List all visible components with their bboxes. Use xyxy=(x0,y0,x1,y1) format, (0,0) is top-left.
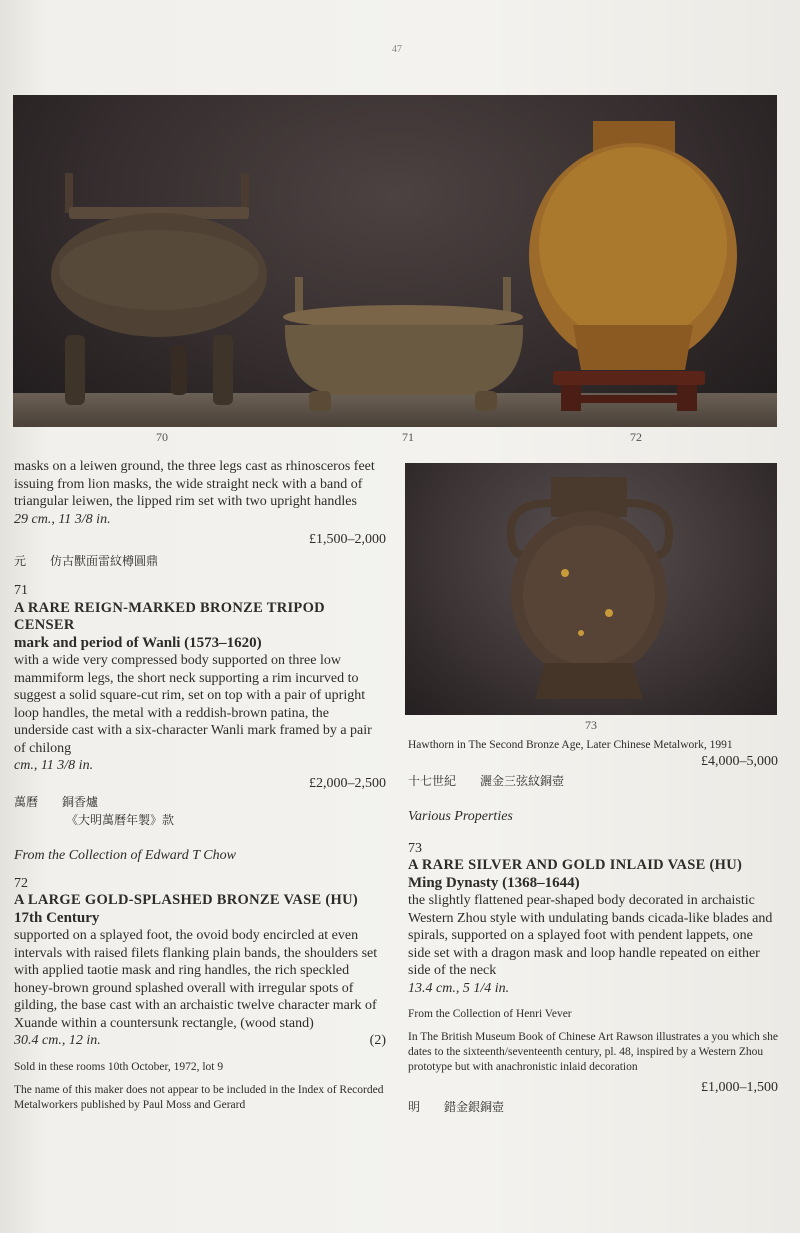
lot-72-literature: Hawthorn in The Second Bronze Age, Later Chinese Metalwork, 1991 xyxy=(408,739,733,751)
objects-illustration xyxy=(13,95,777,427)
lot-72-dimensions: 30.4 cm., 12 in. xyxy=(14,1033,101,1048)
lot-73-dimensions: 13.4 cm., 5 1/4 in. xyxy=(408,980,510,996)
right-column xyxy=(408,738,778,1116)
lot-72-subtitle: 17th Century xyxy=(14,909,100,926)
lot-70-chinese-title: 元 仿古獸面雷紋樽圓鼎 xyxy=(14,553,159,568)
lot-71-chinese-mark: 《大明萬曆年製》款 xyxy=(66,812,175,827)
lot-73-provenance: From the Collection of Henri Vever xyxy=(408,1008,572,1020)
caption-70: 70 xyxy=(156,430,168,444)
lot-70-dimensions: 29 cm., 11 3/8 in. xyxy=(14,511,111,527)
lot-72-dims-row xyxy=(14,1032,386,1050)
lot-72-description: supported on a splayed foot, the ovoid body encircled at even intervals with raised filets flanking plain bands, the shoulders set with applied taotie mask and ring handles, the rich speckled honey-brown ground splashed overall with irregular spots of gilding, the base cast with an archaistic twelve character mark of Xuande within a countersunk rectangle, (wood stand) xyxy=(14,928,378,1031)
lot-73-literature: In The British Museum Book of Chinese Art Rawson illustrates a you which she dates to the sixteenth/seventeenth century, pl. 48, inspired by a Western Zhou prototype but with anachronistic inlaid decoration xyxy=(408,1031,778,1073)
lot-72-quantity: (2) xyxy=(369,1033,386,1048)
lot-72-note: The name of this maker does not appear to be included in the Index of Recorded Metalworkers published by Paul Moss and Gerard xyxy=(14,1083,384,1111)
lot-70-description: masks on a leiwen ground, the three legs cast as rhinosceros feet issuing from lion masks, the wide straight neck with a band of triangular leiwen, the lipped rim set with two upright handles xyxy=(14,459,375,509)
caption-72: 72 xyxy=(630,430,642,444)
page-number: 47 xyxy=(392,44,402,55)
lot-73-description: the slightly flattened pear-shaped body decorated in archaistic Western Zhou style with undulating bands cicada-like blades and spirals, supported on a splayed foot with pendent lappets, one side set with a dragon mask and loop handle repeated on either side of the neck xyxy=(408,893,773,978)
censer-70-image xyxy=(51,173,267,405)
lot-71-estimate: £2,000–2,500 xyxy=(309,775,386,791)
lot-72-title: A LARGE GOLD-SPLASHED BRONZE VASE (HU) xyxy=(14,892,359,908)
vase-73-image xyxy=(405,463,777,715)
lot-73-subtitle: Ming Dynasty (1368–1644) xyxy=(408,874,580,891)
lot-73-estimate: £1,000–1,500 xyxy=(701,1080,778,1095)
lot-71-dimensions: cm., 11 3/8 in. xyxy=(14,758,94,773)
lot-73-chinese-title: 明 錯金銀銅壺 xyxy=(408,1099,505,1114)
caption-73: 73 xyxy=(585,718,597,732)
lot-72-chinese-title: 十七世紀 灑金三弦紋銅壺 xyxy=(408,773,565,788)
lot-72-sale-history: Sold in these rooms 10th October, 1972, lot 9 xyxy=(14,1060,224,1073)
top-photograph xyxy=(13,95,777,427)
lot-73-title: A RARE SILVER AND GOLD INLAID VASE (HU) xyxy=(408,857,743,873)
lot-72-number: 72 xyxy=(14,875,28,891)
lot-70-estimate: £1,500–2,000 xyxy=(309,532,386,547)
tripod-71-image xyxy=(283,277,523,411)
left-column xyxy=(14,458,386,1113)
lot-73-number: 73 xyxy=(408,840,422,856)
various-properties-heading: Various Properties xyxy=(408,809,513,824)
lot-71-description: with a wide very compressed body supported on three low mammiform legs, the short neck supporting a rim incurved to suggest a solid square-cut rim, set on top with a pair of upright loop handles, the metal with a reddish-brown patina, the underside cast with a six-character Wanli mark framed by a pair of chilong xyxy=(14,653,372,756)
lot-72-provenance: From the Collection of Edward T Chow xyxy=(14,848,236,863)
lot-71-chinese-title: 萬曆 銅香爐 xyxy=(14,795,99,809)
lot-73-photograph xyxy=(405,463,777,715)
lot-71-number: 71 xyxy=(14,583,28,598)
vase-72-image xyxy=(529,121,737,411)
lot-71-subtitle: mark and period of Wanli (1573–1620) xyxy=(14,634,262,651)
lot-71-title: A RARE REIGN-MARKED BRONZE TRIPOD CENSER xyxy=(14,599,325,633)
lot-72-estimate: £4,000–5,000 xyxy=(701,754,778,769)
caption-71: 71 xyxy=(402,430,414,444)
